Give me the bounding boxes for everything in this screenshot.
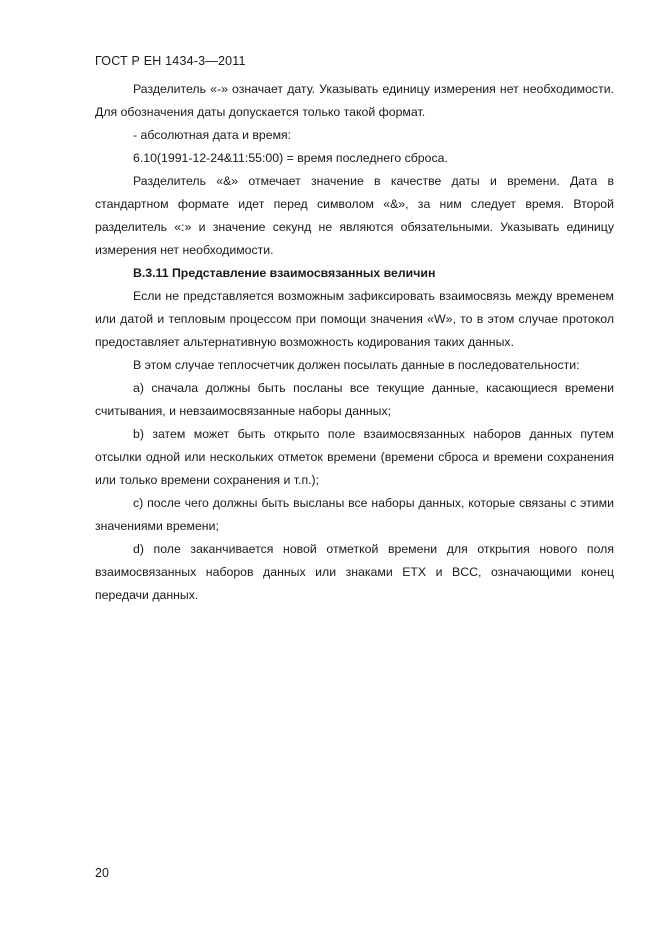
document-header: ГОСТ Р ЕН 1434-3—2011 xyxy=(95,54,246,68)
list-item-a: a) сначала должны быть посланы все текущие данные, касающиеся времени считывания, и невзаимосвязанные наборы данных; xyxy=(95,381,614,418)
paragraph-sequence-intro: В этом случае теплосчетчик должен посылать данные в последовательности: xyxy=(133,358,580,372)
list-item-absolute-date: - абсолютная дата и время: xyxy=(133,128,292,142)
list-item-c: c) после чего должны быть высланы все наборы данных, которые связаны с этими значениями времени; xyxy=(95,496,614,533)
paragraph-datetime-separator: Разделитель «&» отмечает значение в качестве даты и времени. Дата в стандартном формате идет перед символом «&», за ним следует время. Второй разделитель «:» и значение секунд не являются обязательными. Указывать единицу измерения нет необходимости. xyxy=(95,174,614,257)
list-item-b: b) затем может быть открыто поле взаимосвязанных наборов данных путем отсылки одной или нескольких отметок времени (времени сброса и времени сохранения или только времени сохранения и т.п.); xyxy=(95,427,614,487)
document-body xyxy=(95,78,614,607)
paragraph-alternative-coding: Если не представляется возможным зафиксировать взаимосвязь между временем или датой и тепловым процессом при помощи значения «W», то в этом случае протокол предоставляет альтернативную возможность кодирования таких данных. xyxy=(95,289,614,349)
paragraph-date-separator: Разделитель «-» означает дату. Указывать единицу измерения нет необходимости. Для обозначения даты допускается только такой формат. xyxy=(95,82,614,119)
section-heading-b311: В.3.11 Представление взаимосвязанных величин xyxy=(133,266,436,280)
example-last-reset: 6.10(1991-12-24&11:55:00) = время последнего сброса. xyxy=(133,151,448,165)
page-number: 20 xyxy=(95,866,109,880)
list-item-d: d) поле заканчивается новой отметкой времени для открытия нового поля взаимосвязанных наборов данных или знаками ETX и BCC, означающими конец передачи данных. xyxy=(95,542,614,602)
